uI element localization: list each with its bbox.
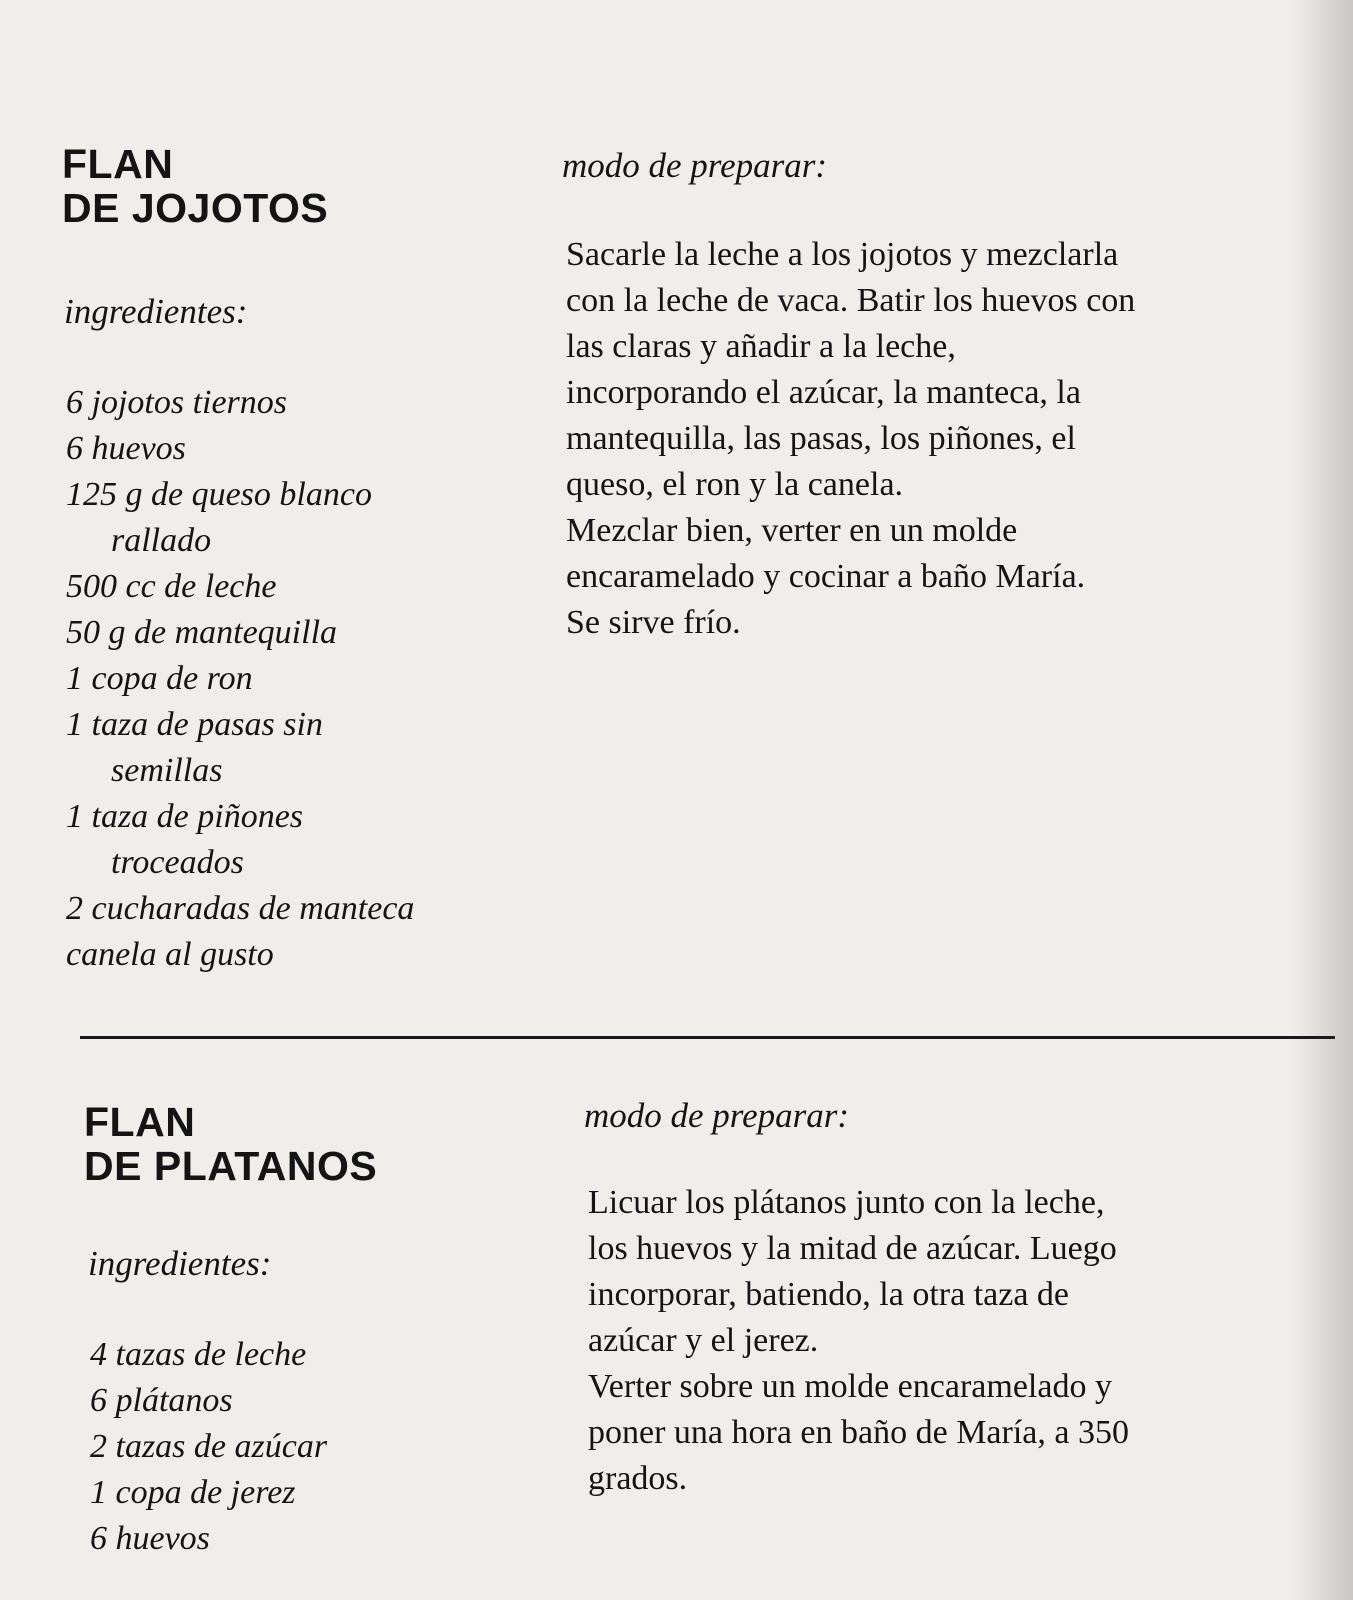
method-line: Verter sobre un molde encaramelado y <box>588 1368 1112 1405</box>
ingredients-label: ingredientes: <box>88 1244 272 1283</box>
method-line: Sacarle la leche a los jojotos y mezclarla <box>566 236 1119 273</box>
method-line: las claras y añadir a la leche, <box>566 328 956 365</box>
method-line: encaramelado y cocinar a baño María. <box>566 558 1086 595</box>
recipe-title-line-2: DE JOJOTOS <box>62 185 329 231</box>
ingredient-item: 6 huevos <box>90 1520 210 1557</box>
ingredient-item: 1 taza de piñones troceados <box>66 798 304 881</box>
ingredients-list <box>90 1332 530 1562</box>
method-line: grados. <box>588 1460 688 1497</box>
method-line: poner una hora en baño de María, a 350 <box>588 1414 1129 1451</box>
method-line: incorporando el azúcar, la manteca, la <box>566 374 1081 411</box>
method-text <box>588 1180 1129 1502</box>
ingredient-item: 6 huevos <box>66 430 186 467</box>
ingredient-item: 50 g de mantequilla <box>66 614 338 651</box>
method-line: queso, el ron y la canela. <box>566 466 904 503</box>
section-divider <box>80 1036 1335 1039</box>
ingredients-list <box>66 380 526 978</box>
method-line: mantequilla, las pasas, los piñones, el <box>566 420 1076 457</box>
ingredient-item: 500 cc de leche <box>66 568 277 605</box>
ingredient-item: canela al gusto <box>66 936 274 973</box>
method-line: Licuar los plátanos junto con la leche, <box>588 1184 1105 1221</box>
ingredient-item: 4 tazas de leche <box>90 1336 307 1373</box>
ingredient-item: 1 copa de ron <box>66 660 253 697</box>
ingredient-item: 6 plátanos <box>90 1382 233 1419</box>
method-line: incorporar, batiendo, la otra taza de <box>588 1276 1070 1313</box>
recipe-title-line-1: FLAN <box>62 141 174 187</box>
recipe-title-flan-de-platanos <box>84 1100 377 1188</box>
method-line: Se sirve frío. <box>566 604 741 641</box>
ingredient-item: 6 jojotos tiernos <box>66 384 288 421</box>
ingredients-label: ingredientes: <box>64 292 248 331</box>
method-line: los huevos y la mitad de azúcar. Luego <box>588 1230 1117 1267</box>
ingredient-item: 125 g de queso blanco rallado <box>66 476 372 559</box>
ingredient-item: 1 copa de jerez <box>90 1474 296 1511</box>
method-line: Mezclar bien, verter en un molde <box>566 512 1018 549</box>
ingredient-item: 1 taza de pasas sin semillas <box>66 706 323 789</box>
recipe-title-line-2: DE PLATANOS <box>84 1143 378 1189</box>
method-label: modo de preparar: <box>562 146 828 185</box>
ingredient-item: 2 cucharadas de manteca <box>66 890 415 927</box>
page-edge-shadow <box>1293 0 1353 1600</box>
recipe-title-flan-de-jojotos <box>62 142 328 230</box>
method-label: modo de preparar: <box>584 1096 850 1135</box>
recipe-title-line-1: FLAN <box>84 1099 196 1145</box>
method-line: azúcar y el jerez. <box>588 1322 819 1359</box>
method-text <box>566 232 1135 646</box>
ingredient-item: 2 tazas de azúcar <box>90 1428 328 1465</box>
method-line: con la leche de vaca. Batir los huevos con <box>566 282 1136 319</box>
